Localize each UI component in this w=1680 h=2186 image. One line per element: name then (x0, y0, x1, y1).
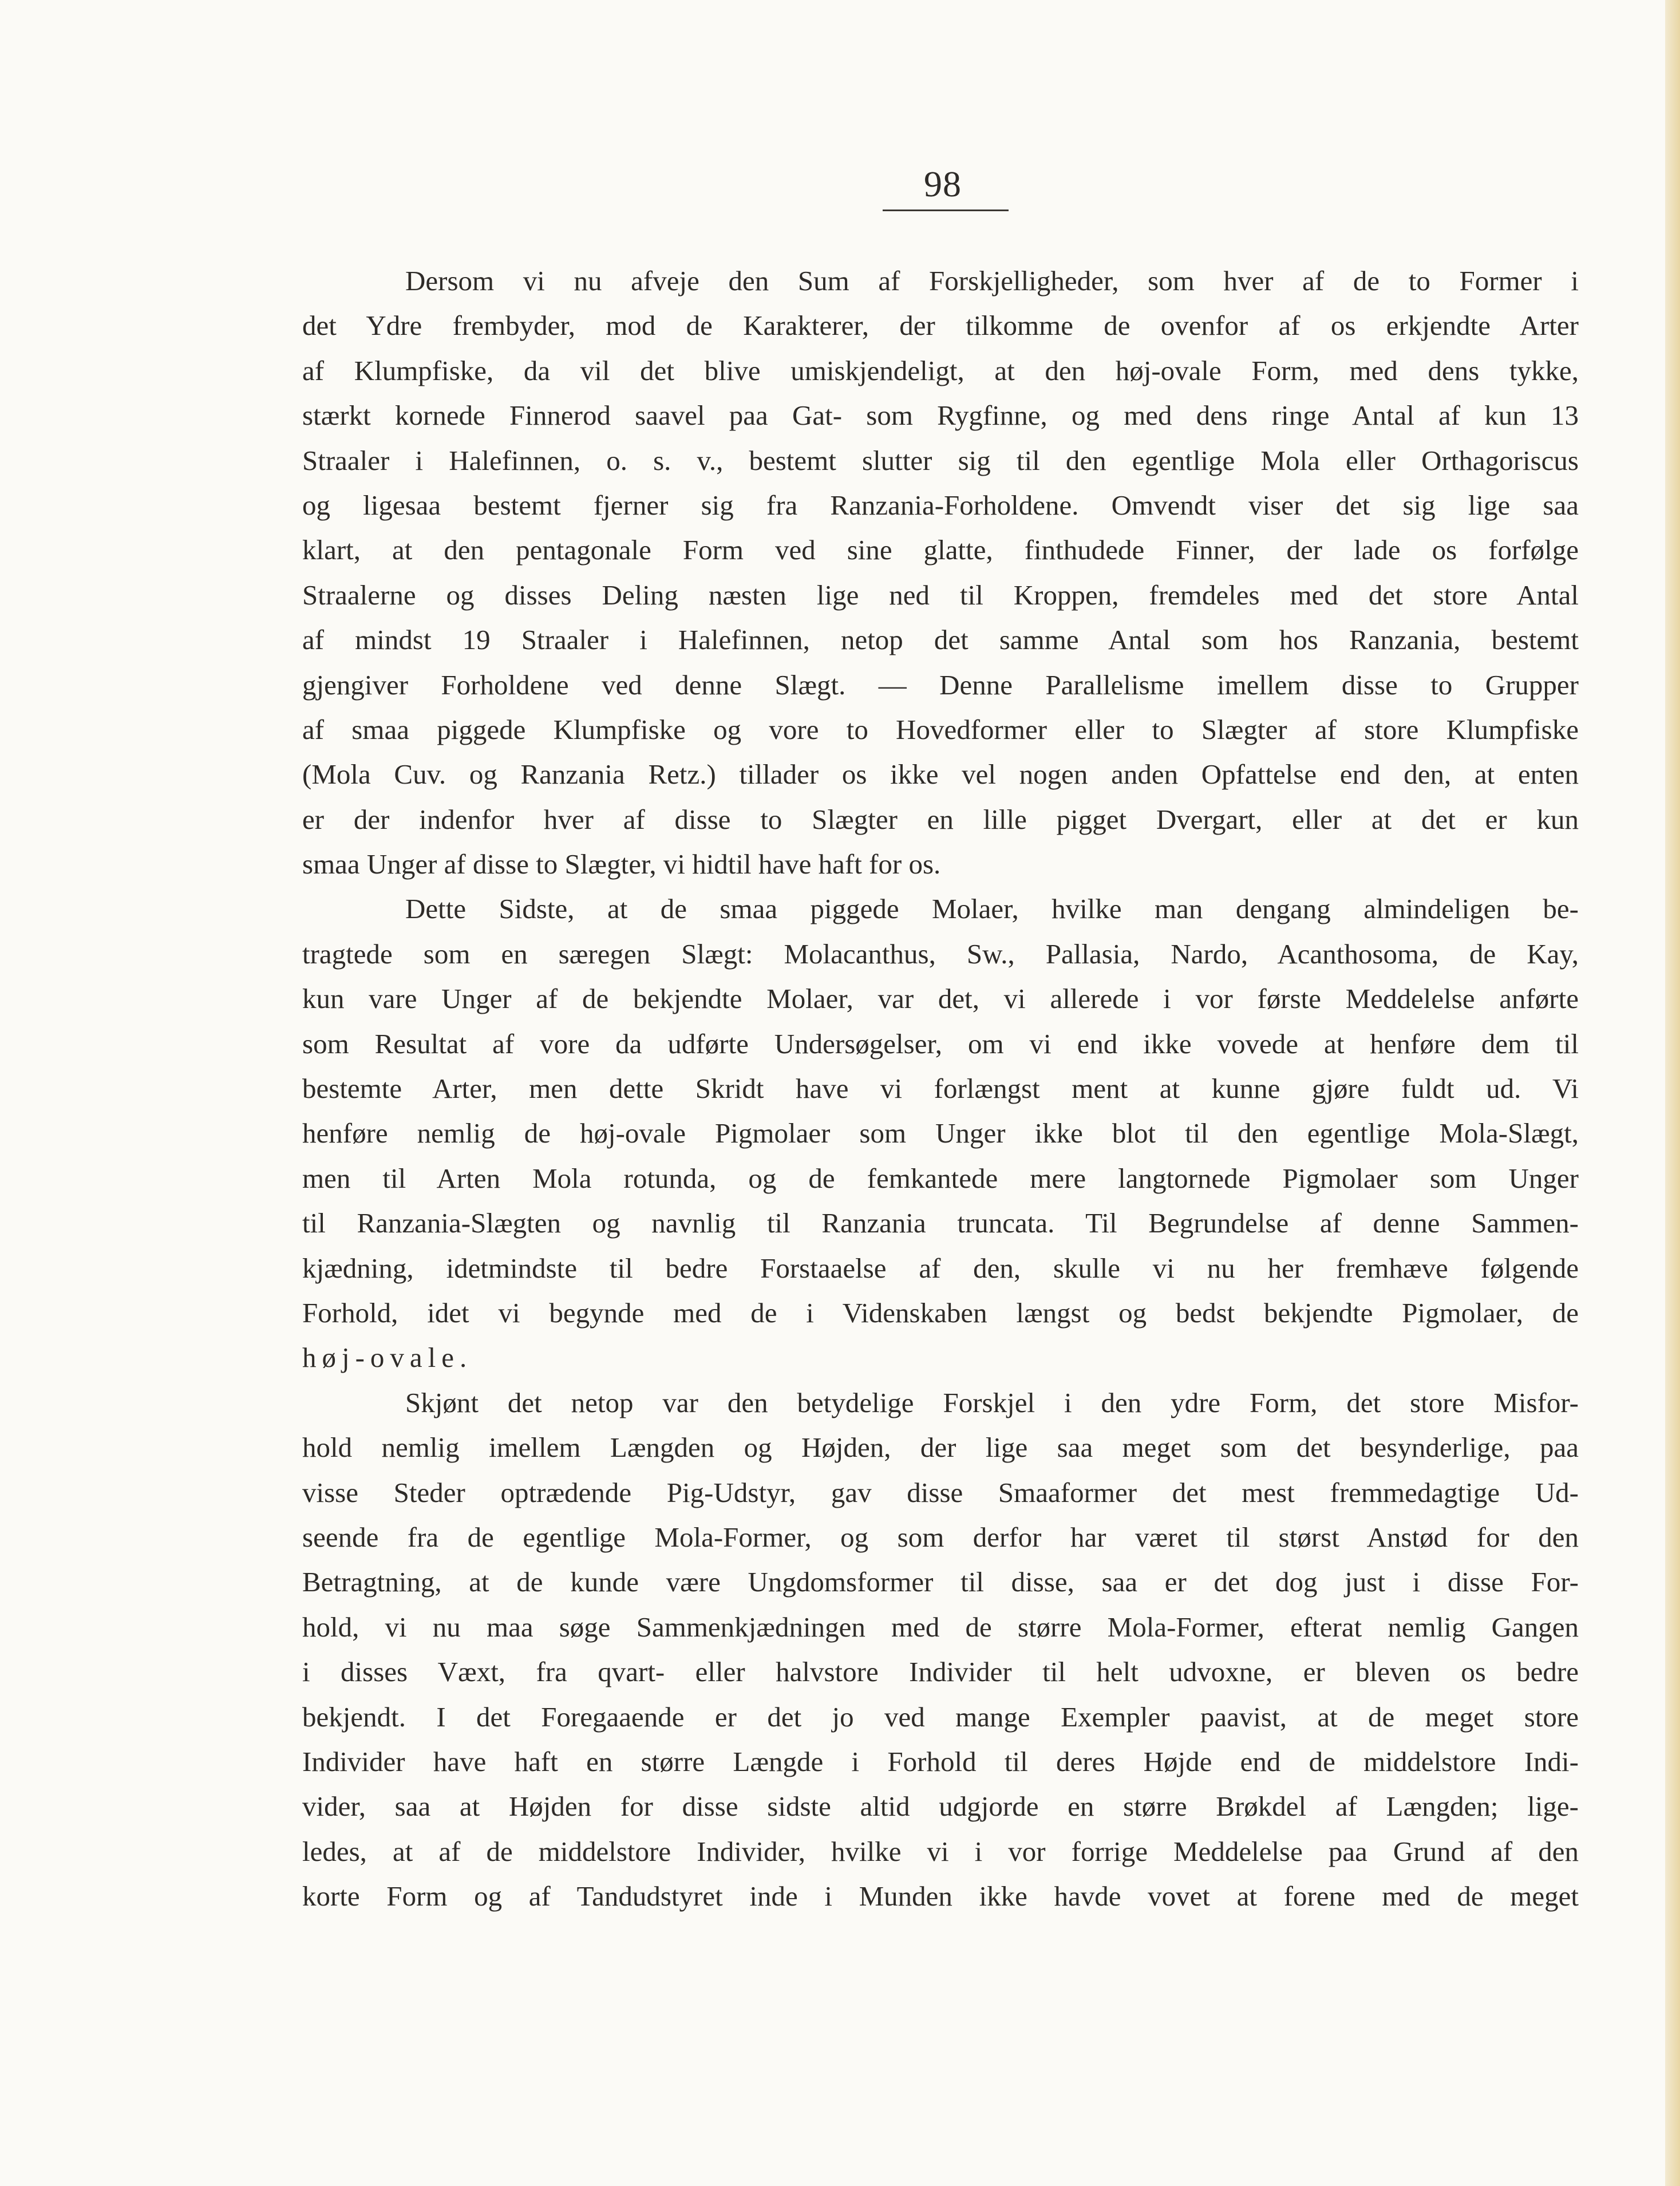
text-line: klart, at den pentagonale Form ved sine glatte, finthudede Finner, der lade os forfølge (302, 534, 1579, 566)
text-line: Betragtning, at de kunde være Ungdomsformer til disse, saa er det dog just i disse For- (302, 1566, 1579, 1598)
text-line: ledes, at af de middelstore Individer, hvilke vi i vor forrige Meddelelse paa Grund af den (302, 1835, 1579, 1867)
text-line: korte Form og af Tandudstyret inde i Munden ikke havde vovet at forene med de meget (302, 1880, 1579, 1912)
text-line: kjædning, idetmindste til bedre Forstaaelse af den, skulle vi nu her fremhæve følgende (302, 1252, 1579, 1284)
text-line: Skjønt det netop var den betydelige Forskjel i den ydre Form, det store Misfor- (405, 1386, 1579, 1418)
text-line: af Klumpfiske, da vil det blive umiskjendeligt, at den høj-ovale Form, med dens tykke, (302, 354, 1579, 386)
page-number-rule (883, 209, 1009, 211)
text-line: henføre nemlig de høj-ovale Pigmolaer som Unger ikke blot til den egentlige Mola-Slægt, (302, 1117, 1579, 1149)
paragraph-3 (302, 1381, 1579, 1919)
text-line: er der indenfor hver af disse to Slægter en lille pigget Dvergart, eller at det er kun (302, 803, 1579, 835)
text-line: hold nemlig imellem Længden og Højden, der lige saa meget som det besynderlige, paa (302, 1432, 1579, 1464)
text-line: gjengiver Forholdene ved denne Slægt. — Denne Parallelisme imellem disse to Grupper (302, 669, 1579, 701)
text-line: visse Steder optrædende Pig-Udstyr, gav disse Smaaformer det mest fremmedagtige Ud- (302, 1476, 1579, 1508)
text-line: Forhold, idet vi begynde med de i Videnskaben længst og bedst bekjendte Pigmolaer, de (302, 1296, 1579, 1329)
text-line: Dette Sidste, at de smaa piggede Molaer, hvilke man dengang almindeligen be- (405, 893, 1579, 925)
text-line: som Resultat af vore da udførte Undersøgelser, om vi end ikke vovede at henføre dem til (302, 1027, 1579, 1060)
text-line: Straalerne og disses Deling næsten lige ned til Kroppen, fremdeles med det store Antal (302, 579, 1579, 611)
text-line: smaa Unger af disse to Slægter, vi hidtil have haft for os. (302, 848, 941, 880)
text-line: seende fra de egentlige Mola-Former, og som derfor har været til størst Anstød for den (302, 1521, 1579, 1553)
text-line: Dersom vi nu afveje den Sum af Forskjelligheder, som hver af de to Former i (405, 265, 1579, 297)
text-line: det Ydre frembyder, mod de Karakterer, der tilkomme de ovenfor af os erkjendte Arter (302, 310, 1579, 342)
text-line: bekjendt. I det Foregaaende er det jo ved mange Exempler paavist, at de meget store (302, 1701, 1579, 1733)
page-number: 98 (924, 164, 962, 204)
text-line: af smaa piggede Klumpfiske og vore to Hovedformer eller to Slægter af store Klumpfiske (302, 713, 1579, 745)
text-line: bestemte Arter, men dette Skridt have vi forlængst ment at kunne gjøre fuldt ud. Vi (302, 1073, 1579, 1105)
text-line: stærkt kornede Finnerod saavel paa Gat- som Rygfinne, og med dens ringe Antal af kun 13 (302, 400, 1579, 432)
text-line: i disses Væxt, fra qvart- eller halvstore Individer til helt udvoxne, er bleven os bedre (302, 1656, 1579, 1688)
text-line: til Ranzania-Slægten og navnlig til Ranzania truncata. Til Begrundelse af denne Sammen- (302, 1207, 1579, 1239)
text-line: men til Arten Mola rotunda, og de femkantede mere langtornede Pigmolaer som Unger (302, 1162, 1579, 1194)
text-line: tragtede som en særegen Slægt: Molacanthus, Sw., Pallasia, Nardo, Acanthosoma, de Kay, (302, 938, 1579, 970)
text-line: kun vare Unger af de bekjendte Molaer, var det, vi allerede i vor første Meddelelse anførte (302, 983, 1579, 1015)
page-edge-strip (1665, 0, 1680, 2186)
paragraph-1 (302, 259, 1579, 887)
text-line: og ligesaa bestemt fjerner sig fra Ranzania-Forholdene. Omvendt viser det sig lige saa (302, 489, 1579, 521)
body-text (302, 259, 1579, 1919)
text-line: Individer have haft en større Længde i Forhold til deres Højde end de middelstore Indi- (302, 1745, 1579, 1777)
text-line: hold, vi nu maa søge Sammenkjædningen med de større Mola-Former, efterat nemlig Gangen (302, 1611, 1579, 1643)
text-line: vider, saa at Højden for disse sidste altid udgjorde en større Brøkdel af Længden; lige- (302, 1790, 1579, 1823)
text-line: høj-ovale. (302, 1342, 473, 1374)
text-line: af mindst 19 Straaler i Halefinnen, netop det samme Antal som hos Ranzania, bestemt (302, 624, 1579, 656)
text-line: Straaler i Halefinnen, o. s. v., bestemt slutter sig til den egentlige Mola eller Orthagoriscus (302, 444, 1579, 476)
paragraph-2 (302, 887, 1579, 1380)
text-line: (Mola Cuv. og Ranzania Retz.) tillader os ikke vel nogen anden Opfattelse end den, at enten (302, 758, 1579, 790)
